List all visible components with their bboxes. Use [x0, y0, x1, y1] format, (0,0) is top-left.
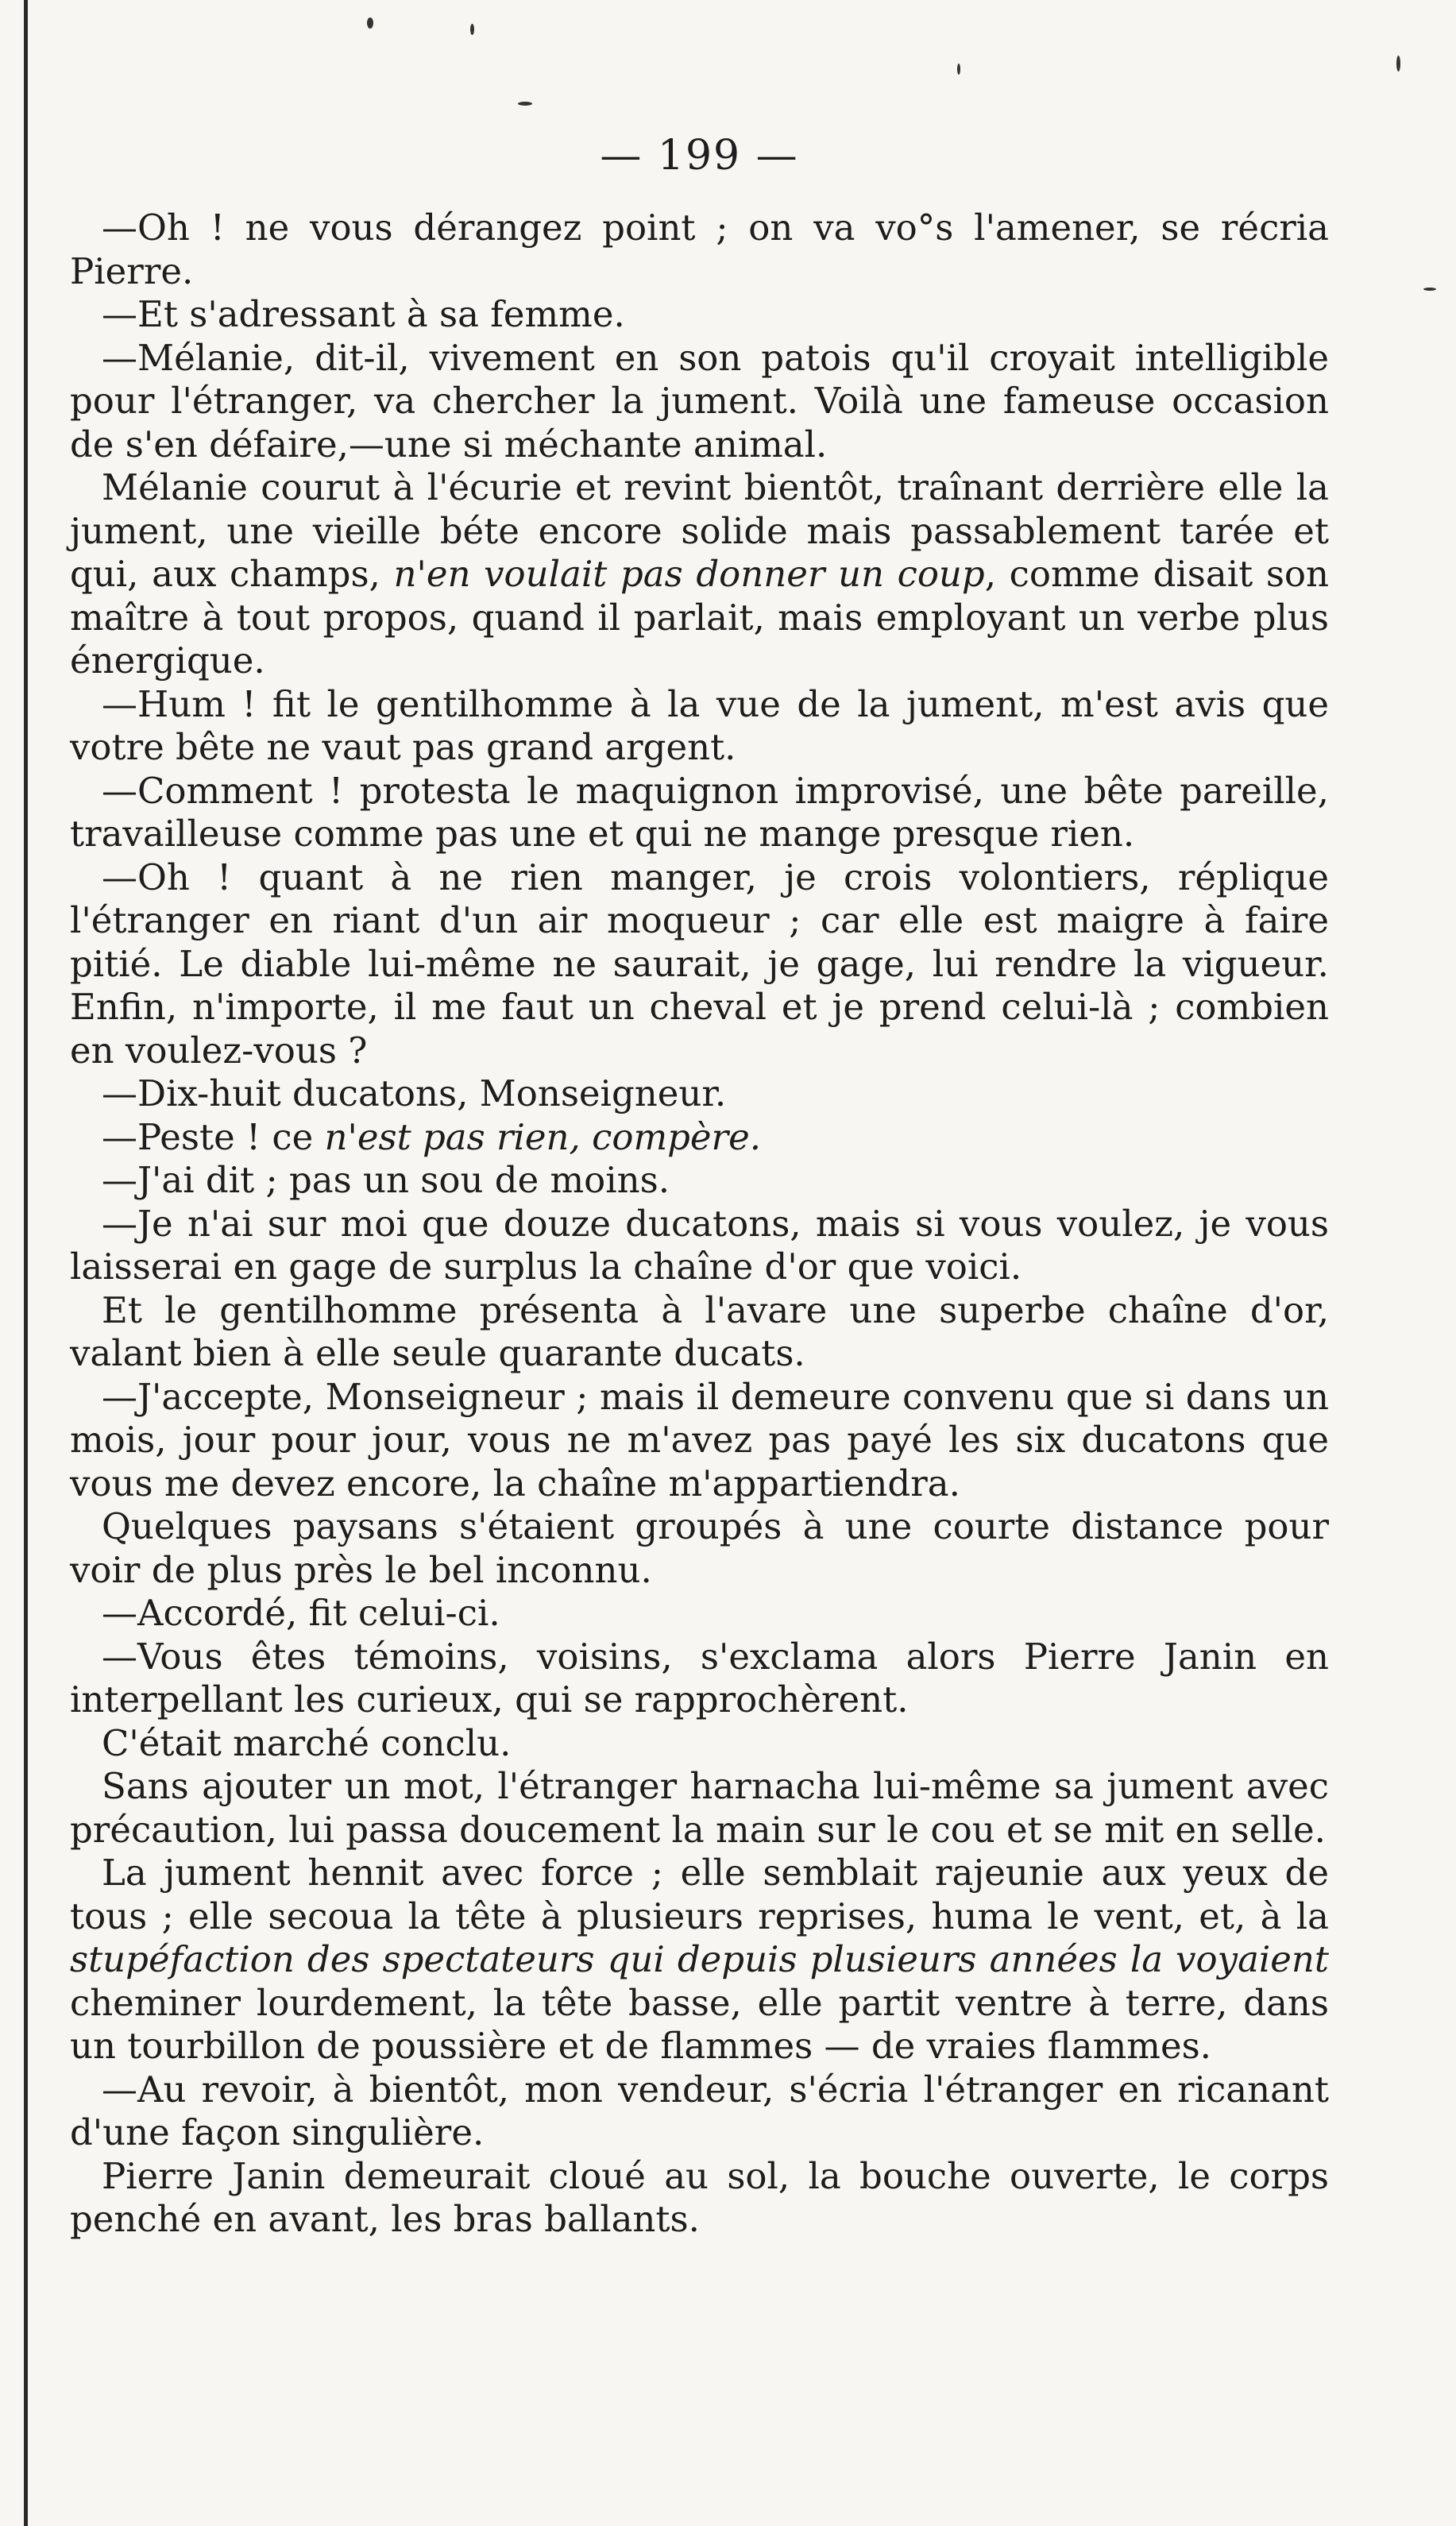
- scan-speck: [367, 17, 373, 29]
- paragraph: [70, 1072, 1329, 1116]
- text-run: cheminer lourdement, la tête basse, elle partit ventre à terre, dans un tourbillon de poussière et de flammes — de vraies flammes.: [70, 1981, 1329, 2067]
- scan-speck: [470, 24, 474, 35]
- paragraph: [70, 1722, 1329, 1766]
- text-run: Mélanie courut à l'écurie et revint bientôt, traînant derrière elle la jument, une vieille béte encore solide mais passablement tarée et qui, aux champs,: [70, 466, 1329, 595]
- text-run: —Oh ! quant à ne rien manger, je crois volontiers, réplique l'étranger en riant d'un air moqueur ; car elle est maigre à faire pitié. Le diable lui-même ne saurait, je gage, lui rendre la vigueur. Enfin, n'importe, il me faut un cheval et je prend celui-là ; combien en voulez-vous ?: [70, 856, 1329, 1072]
- page-edge-rule: [24, 0, 28, 2526]
- text-run: —Accordé, fit celui-ci.: [102, 1592, 500, 1634]
- book-page: [70, 132, 1329, 2242]
- text-run: —Dix-huit ducatons, Monseigneur.: [102, 1072, 727, 1114]
- italic-text: n'est pas rien, compère.: [324, 1115, 762, 1158]
- paragraph: [70, 207, 1329, 293]
- text-run: —Vous êtes témoins, voisins, s'exclama alors Pierre Janin en interpellant les curieux, qui se rapprochèrent.: [70, 1635, 1329, 1721]
- text-run: —Mélanie, dit-il, vivement en son patois qu'il croyait intelligible pour l'étranger, va chercher la jument. Voilà une fameuse occasion de s'en défaire,—une si méchante animal.: [70, 336, 1329, 465]
- scan-speck: [1423, 288, 1436, 291]
- page-number: — 199 —: [600, 132, 799, 180]
- text-run: —Hum ! fit le gentilhomme à la vue de la jument, m'est avis que votre bête ne vaut pas grand argent.: [70, 682, 1329, 768]
- paragraph: [70, 1765, 1329, 1852]
- paragraph: [70, 856, 1329, 1073]
- text-run: , comme disait son maître à tout propos, quand il parlait, mais employant un verbe plus énergique.: [70, 553, 1329, 682]
- paragraph: [70, 1159, 1329, 1203]
- text-run: —Au revoir, à bientôt, mon vendeur, s'écria l'étranger en ricanant d'une façon singulière.: [70, 2068, 1329, 2153]
- paragraph: [70, 1116, 1329, 1160]
- text-run: —J'ai dit ; pas un sou de moins.: [102, 1159, 670, 1201]
- text-run: —Oh ! ne vous dérangez point ; on va vo°s l'amener, se récria Pierre.: [70, 207, 1329, 292]
- text-run: —J'accepte, Monseigneur ; mais il demeure convenu que si dans un mois, jour pour jour, vous ne m'avez pas payé les six ducatons que vous me devez encore, la chaîne m'appartiendra.: [70, 1375, 1329, 1504]
- paragraph: [70, 683, 1329, 770]
- paragraph: [70, 1636, 1329, 1722]
- paragraph: [70, 1376, 1329, 1506]
- scan-speck: [957, 64, 960, 75]
- paragraph: [70, 293, 1329, 337]
- paragraph: [70, 1289, 1329, 1376]
- scan-speck: [1396, 56, 1400, 71]
- text-run: La jument hennit avec force ; elle semblait rajeunie aux yeux de tous ; elle secoua la tête à plusieurs reprises, huma le vent, et, à la: [70, 1852, 1329, 1937]
- text-run: Pierre Janin demeurait cloué au sol, la bouche ouverte, le corps penché en avant, les bras ballants.: [70, 2154, 1329, 2240]
- text-run: Quelques paysans s'étaient groupés à une courte distance pour voir de plus près le bel inconnu.: [70, 1505, 1329, 1591]
- text-run: —Je n'ai sur moi que douze ducatons, mais si vous voulez, je vous laisserai en gage de surplus la chaîne d'or que voici.: [70, 1202, 1329, 1288]
- paragraph: [70, 1203, 1329, 1289]
- paragraph: [70, 1505, 1329, 1592]
- text-run: —Peste ! ce: [102, 1115, 325, 1158]
- text-run: Sans ajouter un mot, l'étranger harnacha lui-même sa jument avec précaution, lui passa doucement la main sur le cou et se mit en selle.: [70, 1765, 1329, 1851]
- text-run: —Comment ! protesta le maquignon improvisé, une bête pareille, travailleuse comme pas une et qui ne mange presque rien.: [70, 769, 1329, 855]
- paragraph: [70, 337, 1329, 467]
- paragraph: [70, 466, 1329, 683]
- paragraph: [70, 1852, 1329, 2068]
- text-run: C'était marché conclu.: [102, 1721, 512, 1764]
- page-text: [70, 207, 1329, 2242]
- text-run: Et le gentilhomme présenta à l'avare une superbe chaîne d'or, valant bien à elle seule quarante ducats.: [70, 1288, 1329, 1374]
- scan-speck: [518, 102, 532, 106]
- paragraph: [70, 2155, 1329, 2242]
- paragraph: [70, 770, 1329, 856]
- italic-text: stupéfaction des spectateurs qui depuis plusieurs années la voyaient: [70, 1938, 1329, 1980]
- italic-text: n'en voulait pas donner un coup: [393, 553, 985, 595]
- paragraph: [70, 2068, 1329, 2155]
- paragraph: [70, 1592, 1329, 1636]
- text-run: —Et s'adressant à sa femme.: [102, 293, 625, 335]
